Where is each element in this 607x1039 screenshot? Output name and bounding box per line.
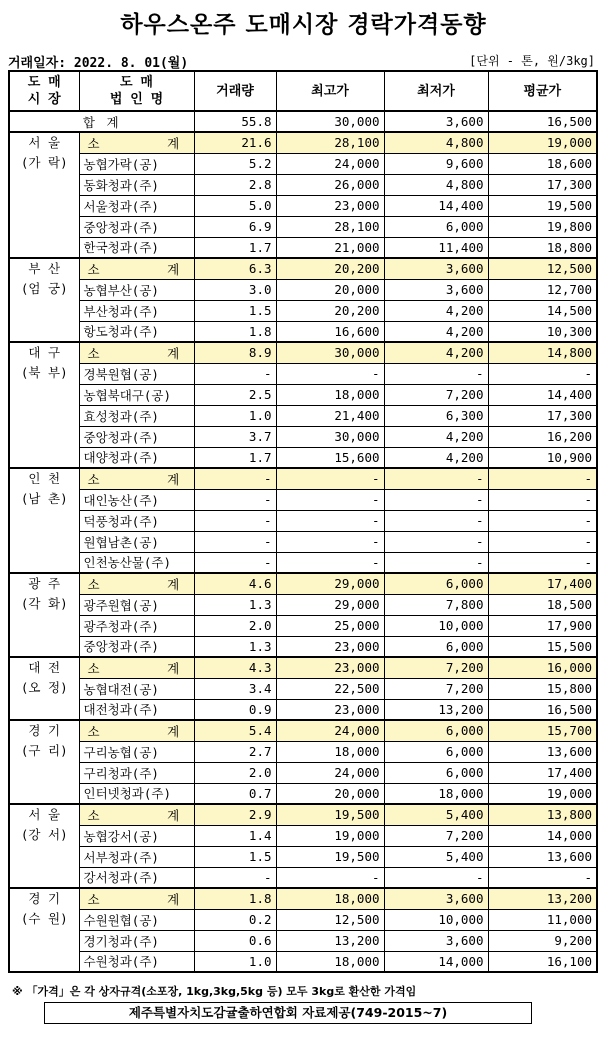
min-price-cell: 6,000 <box>384 216 488 237</box>
avg-price-cell: 19,000 <box>488 132 597 153</box>
max-price-cell: 23,000 <box>276 657 384 678</box>
volume-cell: 1.3 <box>194 636 276 657</box>
avg-price-cell: 12,700 <box>488 279 597 300</box>
corp-name: 서울청과(주) <box>79 195 194 216</box>
corp-name: 농협가락(공) <box>79 153 194 174</box>
table-row <box>9 153 597 174</box>
corp-name: 소 계 <box>79 804 194 825</box>
table-row <box>9 636 597 657</box>
avg-price-cell: 11,000 <box>488 909 597 930</box>
corp-name: 인터넷청과(주) <box>79 783 194 804</box>
volume-cell: 2.5 <box>194 384 276 405</box>
avg-price-cell: 19,800 <box>488 216 597 237</box>
corp-name: 한국청과(주) <box>79 237 194 258</box>
volume-cell: 1.8 <box>194 888 276 909</box>
max-price-cell: 20,200 <box>276 258 384 279</box>
min-price-cell: 18,000 <box>384 783 488 804</box>
subtotal-row <box>9 720 597 741</box>
volume-cell: - <box>194 510 276 531</box>
avg-price-cell: - <box>488 489 597 510</box>
table-row <box>9 237 597 258</box>
volume-cell: 0.9 <box>194 699 276 720</box>
volume-cell: 1.7 <box>194 447 276 468</box>
subtotal-row <box>9 804 597 825</box>
min-price-cell: 11,400 <box>384 237 488 258</box>
table-row <box>9 741 597 762</box>
corp-name: 서부청과(주) <box>79 846 194 867</box>
source-credit: 제주특별자치도감귤출하연합회 자료제공(749-2015~7) <box>44 1002 532 1024</box>
max-price-cell: 21,000 <box>276 237 384 258</box>
corp-name: 농협대전(공) <box>79 678 194 699</box>
volume-cell: 5.4 <box>194 720 276 741</box>
min-price-cell: 10,000 <box>384 615 488 636</box>
header-market-line1: 도 매 <box>27 75 61 90</box>
min-price-cell: 4,800 <box>384 132 488 153</box>
min-price-cell: 3,600 <box>384 930 488 951</box>
avg-price-cell: 19,000 <box>488 783 597 804</box>
min-price-cell: 6,300 <box>384 405 488 426</box>
volume-cell: 2.7 <box>194 741 276 762</box>
min-price-cell: 14,000 <box>384 951 488 972</box>
volume-cell: 8.9 <box>194 342 276 363</box>
corp-name: 중앙청과(주) <box>79 636 194 657</box>
volume-cell: - <box>194 867 276 888</box>
corp-name: 농협북대구(공) <box>79 384 194 405</box>
max-price-cell: 19,500 <box>276 804 384 825</box>
avg-price-cell: 9,200 <box>488 930 597 951</box>
grand-total-row <box>9 111 597 132</box>
corp-name: 농협강서(공) <box>79 825 194 846</box>
corp-name: 중앙청과(주) <box>79 426 194 447</box>
table-row <box>9 300 597 321</box>
market-name-line: 부 산 <box>28 261 61 276</box>
market-name <box>9 342 79 468</box>
max-price-cell: 24,000 <box>276 720 384 741</box>
header-max: 최고가 <box>276 71 384 111</box>
header-market-line2: 시 장 <box>27 92 61 107</box>
volume-cell: 5.2 <box>194 153 276 174</box>
volume-cell: 0.2 <box>194 909 276 930</box>
subtotal-row <box>9 888 597 909</box>
volume-cell: 6.3 <box>194 258 276 279</box>
min-price-cell: 3,600 <box>384 279 488 300</box>
volume-cell: 1.5 <box>194 846 276 867</box>
corp-name: 동화청과(주) <box>79 174 194 195</box>
table-row <box>9 363 597 384</box>
table-row <box>9 909 597 930</box>
table-row <box>9 762 597 783</box>
max-price-cell: 20,200 <box>276 300 384 321</box>
max-price-cell: 29,000 <box>276 594 384 615</box>
market-name <box>9 132 79 258</box>
corp-name: 대전청과(주) <box>79 699 194 720</box>
max-price-cell: 18,000 <box>276 888 384 909</box>
avg-price-cell: 15,500 <box>488 636 597 657</box>
corp-name: 원협남촌(공) <box>79 531 194 552</box>
volume-cell: - <box>194 531 276 552</box>
market-name <box>9 258 79 342</box>
max-price-cell: 12,500 <box>276 909 384 930</box>
market-name-line: (엄 궁) <box>20 281 68 296</box>
volume-cell: 3.4 <box>194 678 276 699</box>
avg-price-cell: 17,400 <box>488 762 597 783</box>
corp-name: 효성청과(주) <box>79 405 194 426</box>
max-price-cell: 28,100 <box>276 216 384 237</box>
max-price-cell: 19,000 <box>276 825 384 846</box>
table-row <box>9 552 597 573</box>
table-row <box>9 825 597 846</box>
volume-cell: 1.7 <box>194 237 276 258</box>
min-price-cell: 6,000 <box>384 741 488 762</box>
max-price-cell: 21,400 <box>276 405 384 426</box>
volume-cell: 1.0 <box>194 405 276 426</box>
corp-name: 인천농산물(주) <box>79 552 194 573</box>
volume-cell: 0.6 <box>194 930 276 951</box>
max-price-cell: 15,600 <box>276 447 384 468</box>
volume-cell: - <box>194 363 276 384</box>
max-price-cell: - <box>276 363 384 384</box>
min-price-cell: 7,200 <box>384 678 488 699</box>
volume-cell: 1.4 <box>194 825 276 846</box>
corp-name: 강서청과(주) <box>79 867 194 888</box>
avg-price-cell: - <box>488 531 597 552</box>
avg-price-cell: 14,500 <box>488 300 597 321</box>
market-name <box>9 804 79 888</box>
min-price-cell: 4,200 <box>384 300 488 321</box>
unit-label: [단위 - 톤, 원/3kg] <box>469 54 595 68</box>
corp-name: 중앙청과(주) <box>79 216 194 237</box>
subtotal-row <box>9 468 597 489</box>
avg-price-cell: - <box>488 510 597 531</box>
market-name-line: (가 락) <box>20 155 68 170</box>
min-price-cell: 4,200 <box>384 426 488 447</box>
min-price-cell: - <box>384 363 488 384</box>
volume-cell: 1.3 <box>194 594 276 615</box>
corp-name: 대인농산(주) <box>79 489 194 510</box>
max-price-cell: 18,000 <box>276 951 384 972</box>
corp-name: 소 계 <box>79 468 194 489</box>
corp-name: 경기청과(주) <box>79 930 194 951</box>
market-name <box>9 657 79 720</box>
avg-price-cell: 13,800 <box>488 804 597 825</box>
min-price-cell: - <box>384 867 488 888</box>
min-price-cell: 6,000 <box>384 636 488 657</box>
corp-name: 소 계 <box>79 573 194 594</box>
max-price-cell: 24,000 <box>276 153 384 174</box>
avg-price-cell: - <box>488 552 597 573</box>
header-corp-line2: 법 인 명 <box>109 92 164 107</box>
volume-cell: 4.3 <box>194 657 276 678</box>
corp-name: 구리청과(주) <box>79 762 194 783</box>
volume-cell: - <box>194 552 276 573</box>
max-price-cell: - <box>276 531 384 552</box>
max-price-cell: 19,500 <box>276 846 384 867</box>
corp-name: 대양청과(주) <box>79 447 194 468</box>
volume-cell: 2.8 <box>194 174 276 195</box>
subtotal-row <box>9 258 597 279</box>
market-name <box>9 720 79 804</box>
market-name-line: (오 정) <box>20 680 68 695</box>
avg-price-cell: 18,500 <box>488 594 597 615</box>
max-price-cell: 28,100 <box>276 132 384 153</box>
grand-total-max: 30,000 <box>276 111 384 132</box>
table-row <box>9 615 597 636</box>
header-corp-line1: 도 매 <box>120 75 153 90</box>
corp-name: 소 계 <box>79 258 194 279</box>
min-price-cell: 5,400 <box>384 804 488 825</box>
max-price-cell: - <box>276 867 384 888</box>
min-price-cell: 4,800 <box>384 174 488 195</box>
grand-total-volume: 55.8 <box>194 111 276 132</box>
avg-price-cell: 14,400 <box>488 384 597 405</box>
corp-name: 부산청과(주) <box>79 300 194 321</box>
volume-cell: 3.0 <box>194 279 276 300</box>
min-price-cell: 7,800 <box>384 594 488 615</box>
max-price-cell: 18,000 <box>276 384 384 405</box>
market-name-line: 경 기 <box>28 891 61 906</box>
market-name-line: 경 기 <box>28 723 61 738</box>
max-price-cell: 25,000 <box>276 615 384 636</box>
avg-price-cell: 18,800 <box>488 237 597 258</box>
min-price-cell: 4,200 <box>384 342 488 363</box>
market-name-line: 대 구 <box>28 345 61 360</box>
table-row <box>9 426 597 447</box>
max-price-cell: 23,000 <box>276 636 384 657</box>
volume-cell: 4.6 <box>194 573 276 594</box>
volume-cell: 2.0 <box>194 615 276 636</box>
corp-name: 소 계 <box>79 888 194 909</box>
table-row <box>9 321 597 342</box>
avg-price-cell: 14,000 <box>488 825 597 846</box>
avg-price-cell: 16,500 <box>488 699 597 720</box>
max-price-cell: - <box>276 468 384 489</box>
header-corp <box>79 71 194 111</box>
table-row <box>9 216 597 237</box>
avg-price-cell: 17,900 <box>488 615 597 636</box>
avg-price-cell: 10,300 <box>488 321 597 342</box>
min-price-cell: 13,200 <box>384 699 488 720</box>
table-row <box>9 594 597 615</box>
min-price-cell: - <box>384 531 488 552</box>
header-avg: 평균가 <box>488 71 597 111</box>
subtotal-row <box>9 657 597 678</box>
corp-name: 항도청과(주) <box>79 321 194 342</box>
max-price-cell: 20,000 <box>276 279 384 300</box>
grand-total-min: 3,600 <box>384 111 488 132</box>
corp-name: 수원원협(공) <box>79 909 194 930</box>
volume-cell: - <box>194 468 276 489</box>
market-name-line: 대 전 <box>28 660 61 675</box>
volume-cell: 21.6 <box>194 132 276 153</box>
max-price-cell: 22,500 <box>276 678 384 699</box>
market-name-line: (수 원) <box>20 911 68 926</box>
market-name-line: 인 천 <box>28 471 61 486</box>
table-row <box>9 195 597 216</box>
corp-name: 소 계 <box>79 720 194 741</box>
table-row <box>9 678 597 699</box>
subtotal-row <box>9 132 597 153</box>
corp-name: 덕풍청과(주) <box>79 510 194 531</box>
volume-cell: 1.5 <box>194 300 276 321</box>
avg-price-cell: 15,700 <box>488 720 597 741</box>
table-row <box>9 279 597 300</box>
corp-name: 소 계 <box>79 657 194 678</box>
page-title: 하우스온주 도매시장 경락가격동향 <box>120 12 487 38</box>
volume-cell: 5.0 <box>194 195 276 216</box>
min-price-cell: 4,200 <box>384 447 488 468</box>
avg-price-cell: 13,600 <box>488 741 597 762</box>
market-name <box>9 468 79 573</box>
min-price-cell: 3,600 <box>384 258 488 279</box>
footnote: ※ 「가격」은 각 상자규격(소포장, 1kg,3kg,5kg 등) 모두 3kg로 환산한 가격임 <box>12 985 417 998</box>
max-price-cell: 26,000 <box>276 174 384 195</box>
table-row <box>9 846 597 867</box>
table-row <box>9 174 597 195</box>
avg-price-cell: - <box>488 468 597 489</box>
max-price-cell: 20,000 <box>276 783 384 804</box>
subtotal-row <box>9 573 597 594</box>
table-row <box>9 783 597 804</box>
table-row <box>9 951 597 972</box>
volume-cell: - <box>194 489 276 510</box>
max-price-cell: 24,000 <box>276 762 384 783</box>
table-row <box>9 930 597 951</box>
max-price-cell: 30,000 <box>276 426 384 447</box>
min-price-cell: 7,200 <box>384 825 488 846</box>
table-row <box>9 447 597 468</box>
volume-cell: 0.7 <box>194 783 276 804</box>
avg-price-cell: 13,600 <box>488 846 597 867</box>
min-price-cell: - <box>384 510 488 531</box>
avg-price-cell: 17,300 <box>488 174 597 195</box>
avg-price-cell: 18,600 <box>488 153 597 174</box>
max-price-cell: 30,000 <box>276 342 384 363</box>
corp-name: 농협부산(공) <box>79 279 194 300</box>
min-price-cell: - <box>384 468 488 489</box>
min-price-cell: 3,600 <box>384 888 488 909</box>
table-row <box>9 867 597 888</box>
min-price-cell: - <box>384 552 488 573</box>
volume-cell: 1.0 <box>194 951 276 972</box>
market-name <box>9 573 79 657</box>
corp-name: 광주청과(주) <box>79 615 194 636</box>
min-price-cell: 6,000 <box>384 720 488 741</box>
avg-price-cell: 16,100 <box>488 951 597 972</box>
avg-price-cell: 14,800 <box>488 342 597 363</box>
table-row <box>9 489 597 510</box>
market-name-line: (남 촌) <box>20 491 68 506</box>
max-price-cell: 29,000 <box>276 573 384 594</box>
avg-price-cell: 19,500 <box>488 195 597 216</box>
trade-date: 거래일자: 2022. 8. 01(월) <box>8 56 189 71</box>
market-name-line: (강 서) <box>20 827 68 842</box>
table-row <box>9 699 597 720</box>
market-name-line: 광 주 <box>28 576 61 591</box>
min-price-cell: 7,200 <box>384 657 488 678</box>
min-price-cell: 6,000 <box>384 573 488 594</box>
price-table <box>8 70 598 973</box>
max-price-cell: - <box>276 552 384 573</box>
avg-price-cell: 15,800 <box>488 678 597 699</box>
header-market <box>9 71 79 111</box>
max-price-cell: - <box>276 489 384 510</box>
max-price-cell: 23,000 <box>276 699 384 720</box>
table-row <box>9 510 597 531</box>
table-row <box>9 405 597 426</box>
min-price-cell: 9,600 <box>384 153 488 174</box>
avg-price-cell: - <box>488 867 597 888</box>
grand-total-avg: 16,500 <box>488 111 597 132</box>
avg-price-cell: 17,300 <box>488 405 597 426</box>
corp-name: 수원청과(주) <box>79 951 194 972</box>
market-name-line: (구 리) <box>20 743 68 758</box>
max-price-cell: 13,200 <box>276 930 384 951</box>
table-row <box>9 384 597 405</box>
min-price-cell: - <box>384 489 488 510</box>
max-price-cell: - <box>276 510 384 531</box>
volume-cell: 3.7 <box>194 426 276 447</box>
corp-name: 광주원협(공) <box>79 594 194 615</box>
avg-price-cell: 13,200 <box>488 888 597 909</box>
avg-price-cell: 16,200 <box>488 426 597 447</box>
min-price-cell: 10,000 <box>384 909 488 930</box>
volume-cell: 6.9 <box>194 216 276 237</box>
avg-price-cell: 12,500 <box>488 258 597 279</box>
header-volume: 거래량 <box>194 71 276 111</box>
min-price-cell: 7,200 <box>384 384 488 405</box>
table-row <box>9 531 597 552</box>
min-price-cell: 14,400 <box>384 195 488 216</box>
header-row <box>9 71 597 111</box>
min-price-cell: 4,200 <box>384 321 488 342</box>
grand-total-label: 합 계 <box>9 111 194 132</box>
min-price-cell: 6,000 <box>384 762 488 783</box>
market-name-line: 서 울 <box>28 135 61 150</box>
market-name-line: (각 화) <box>20 596 68 611</box>
corp-name: 소 계 <box>79 132 194 153</box>
corp-name: 경북원협(공) <box>79 363 194 384</box>
avg-price-cell: 10,900 <box>488 447 597 468</box>
avg-price-cell: 16,000 <box>488 657 597 678</box>
volume-cell: 2.0 <box>194 762 276 783</box>
market-name <box>9 888 79 972</box>
market-name-line: (북 부) <box>20 365 68 380</box>
volume-cell: 1.8 <box>194 321 276 342</box>
header-min: 최저가 <box>384 71 488 111</box>
max-price-cell: 18,000 <box>276 741 384 762</box>
subtotal-row <box>9 342 597 363</box>
market-name-line: 서 울 <box>28 807 61 822</box>
min-price-cell: 5,400 <box>384 846 488 867</box>
corp-name: 구리농협(공) <box>79 741 194 762</box>
volume-cell: 2.9 <box>194 804 276 825</box>
avg-price-cell: 17,400 <box>488 573 597 594</box>
max-price-cell: 23,000 <box>276 195 384 216</box>
avg-price-cell: - <box>488 363 597 384</box>
max-price-cell: 16,600 <box>276 321 384 342</box>
corp-name: 소 계 <box>79 342 194 363</box>
